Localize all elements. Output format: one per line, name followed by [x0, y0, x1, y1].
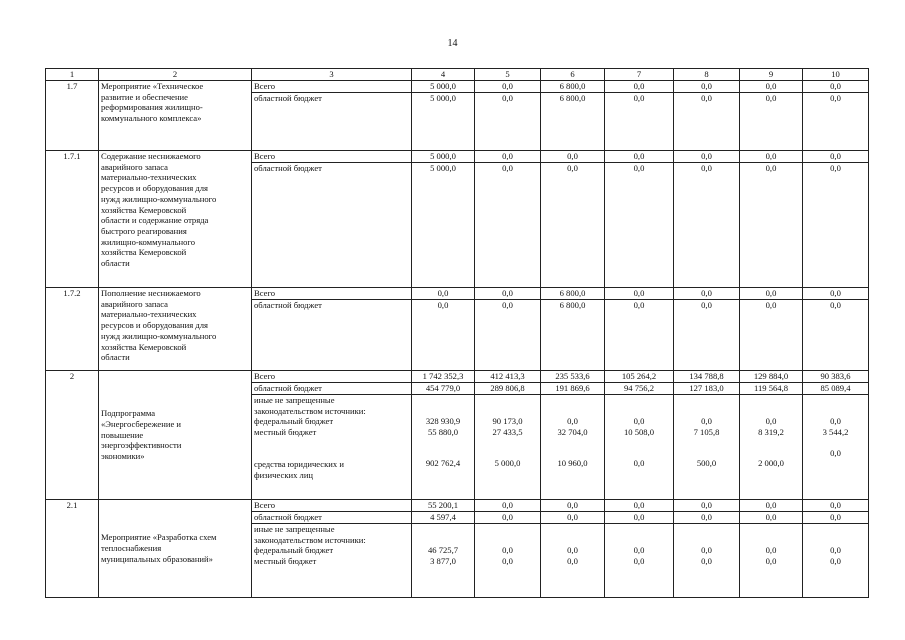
- amount-cell: 0,0: [803, 512, 869, 524]
- column-number: 6: [541, 69, 605, 81]
- amount-cell: 0,0: [803, 163, 869, 288]
- amount-cell: 0,0: [605, 81, 674, 93]
- item-name-line: аварийного запаса: [101, 161, 168, 172]
- amount-cell: 94 756,2: [605, 383, 674, 395]
- amount-cell: 4 597,4: [412, 512, 475, 524]
- federal-amount: 46 725,7: [427, 545, 459, 555]
- item-name-line: области и содержание отряда: [101, 215, 209, 226]
- federal-amount: 0,0: [502, 545, 513, 555]
- table-row: [46, 500, 869, 512]
- page-number: 14: [447, 38, 458, 49]
- item-name-line: хозяйства Кемеровской: [101, 204, 187, 215]
- amount-cell: 90 383,6: [803, 371, 869, 383]
- other-sources-amounts: [541, 524, 605, 598]
- amount-cell: 85 089,4: [803, 383, 869, 395]
- item-name-line: муниципальных образований»: [101, 553, 213, 564]
- column-number: 10: [803, 69, 869, 81]
- column-number: 8: [674, 69, 740, 81]
- amount-cell: 0,0: [740, 163, 803, 288]
- funding-source: Всего: [252, 371, 412, 383]
- amount-cell: 127 183,0: [674, 383, 740, 395]
- amount-cell: 235 533,6: [541, 371, 605, 383]
- federal-amount: 0,0: [765, 416, 777, 426]
- local-amount: 10 508,0: [623, 426, 655, 437]
- amount-cell: 6 800,0: [541, 93, 605, 151]
- amount-cell: 6 800,0: [541, 300, 605, 371]
- amount-cell: 0,0: [740, 500, 803, 512]
- funding-source: Всего: [252, 81, 412, 93]
- amount-cell: 0,0: [475, 163, 541, 288]
- funding-source: областной бюджет: [252, 383, 412, 395]
- amount-cell: 0,0: [740, 151, 803, 163]
- other-sources-amounts: [740, 524, 803, 598]
- amount-cell: 0,0: [674, 512, 740, 524]
- federal-amount: 0,0: [765, 545, 777, 555]
- other-sources-amounts: [605, 395, 674, 500]
- amount-cell: 0,0: [803, 300, 869, 371]
- item-name-line: ресурсов и оборудования для: [101, 183, 208, 194]
- column-number: 7: [605, 69, 674, 81]
- other-sources-cell: [252, 524, 412, 598]
- item-name: [99, 81, 252, 151]
- federal-budget-label: федеральный бюджет: [254, 545, 334, 556]
- amount-cell: 0,0: [740, 288, 803, 300]
- table-row: [46, 151, 869, 163]
- local-amount: 0,0: [633, 555, 645, 566]
- federal-amount: 0,0: [701, 545, 712, 555]
- other-sources-amounts: [605, 524, 674, 598]
- amount-cell: 0,0: [740, 81, 803, 93]
- item-name-line: Мероприятие «Техническое: [101, 81, 204, 91]
- amount-cell: 105 264,2: [605, 371, 674, 383]
- item-name-line: материально-технических: [101, 309, 197, 320]
- amount-cell: 0,0: [674, 81, 740, 93]
- other-sources-heading: законодательством источники:: [254, 405, 366, 416]
- amount-cell: 0,0: [803, 288, 869, 300]
- amount-cell: 55 200,1: [412, 500, 475, 512]
- column-number: 1: [46, 69, 99, 81]
- amount-cell: 0,0: [412, 300, 475, 371]
- amount-cell: 0,0: [803, 151, 869, 163]
- federal-amount: 0,0: [633, 416, 645, 426]
- federal-amount: 0,0: [567, 545, 578, 555]
- legal-entities-amount: 10 960,0: [557, 458, 588, 469]
- local-amount: 3 544,2: [822, 426, 849, 437]
- item-code: 2: [46, 371, 99, 500]
- item-name: [99, 371, 252, 500]
- item-name-line: коммунального комплекса»: [101, 113, 202, 124]
- amount-cell: 0,0: [674, 300, 740, 371]
- federal-amount: 90 173,0: [492, 416, 523, 426]
- column-number: 3: [252, 69, 412, 81]
- item-name-line: области: [101, 352, 130, 363]
- amount-cell: 5 000,0: [412, 93, 475, 151]
- local-amount: 0,0: [502, 555, 513, 566]
- item-name: [99, 151, 252, 288]
- federal-amount: 0,0: [701, 416, 712, 426]
- local-amount: 0,0: [701, 555, 712, 566]
- item-name-line: нужд жилищно-коммунального: [101, 330, 217, 341]
- other-sources-amounts: [803, 395, 869, 500]
- amount-cell: 0,0: [674, 500, 740, 512]
- item-name-line: области: [101, 258, 130, 269]
- column-number-row: [46, 69, 869, 81]
- other-sources-amounts: [412, 395, 475, 500]
- item-name-line: Мероприятие «Разработка схем: [101, 532, 217, 543]
- local-budget-label: местный бюджет: [254, 556, 317, 567]
- federal-budget-label: федеральный бюджет: [254, 416, 334, 427]
- amount-cell: 0,0: [541, 163, 605, 288]
- amount-cell: 0,0: [605, 288, 674, 300]
- amount-cell: 289 806,8: [475, 383, 541, 395]
- amount-cell: 0,0: [541, 500, 605, 512]
- amount-cell: 0,0: [605, 163, 674, 288]
- item-name-line: материально-технических: [101, 172, 197, 183]
- item-name-line: быстрого реагирования: [101, 225, 187, 236]
- item-name-line: ресурсов и оборудования для: [101, 320, 208, 331]
- legal-entities-amount: 0,0: [830, 448, 841, 459]
- funding-source: областной бюджет: [252, 163, 412, 288]
- amount-cell: 0,0: [475, 300, 541, 371]
- amount-cell: 0,0: [605, 500, 674, 512]
- amount-cell: 0,0: [475, 151, 541, 163]
- amount-cell: 0,0: [541, 151, 605, 163]
- item-name-line: Подпрограмма: [101, 408, 156, 419]
- item-name-line: аварийного запаса: [101, 298, 168, 309]
- item-name-line: повышение: [101, 429, 144, 440]
- other-sources-amounts: [674, 395, 740, 500]
- amount-cell: 412 413,3: [475, 371, 541, 383]
- item-name-line: жилищно-коммунального: [101, 236, 196, 247]
- other-sources-heading: законодательством источники:: [254, 534, 366, 545]
- amount-cell: 0,0: [541, 512, 605, 524]
- other-sources-amounts: [803, 524, 869, 598]
- federal-amount: 0,0: [567, 416, 578, 426]
- funding-source: Всего: [252, 500, 412, 512]
- amount-cell: 0,0: [475, 288, 541, 300]
- amount-cell: 0,0: [674, 163, 740, 288]
- budget-table: [45, 68, 869, 598]
- amount-cell: 129 884,0: [740, 371, 803, 383]
- legal-entities-label: физических лиц: [254, 469, 314, 480]
- amount-cell: 5 000,0: [412, 163, 475, 288]
- local-budget-label: местный бюджет: [254, 427, 317, 438]
- amount-cell: 0,0: [674, 151, 740, 163]
- funding-source: областной бюджет: [252, 300, 412, 371]
- legal-entities-amount: 5 000,0: [494, 458, 521, 469]
- other-sources-amounts: [541, 395, 605, 500]
- local-amount: 27 433,5: [492, 426, 523, 437]
- amount-cell: 454 779,0: [412, 383, 475, 395]
- local-amount: 0,0: [567, 555, 578, 566]
- local-amount: 3 877,0: [430, 555, 456, 566]
- item-name-line: хозяйства Кемеровской: [101, 341, 187, 352]
- other-sources-cell: [252, 395, 412, 500]
- amount-cell: 0,0: [803, 500, 869, 512]
- local-amount: 0,0: [830, 555, 841, 566]
- federal-amount: 0,0: [830, 545, 841, 555]
- item-name-line: теплоснабжения: [101, 543, 162, 554]
- funding-source: областной бюджет: [252, 93, 412, 151]
- amount-cell: 6 800,0: [541, 81, 605, 93]
- amount-cell: 0,0: [605, 93, 674, 151]
- other-sources-heading: иные не запрещенные: [254, 524, 335, 534]
- amount-cell: 0,0: [475, 81, 541, 93]
- item-name-line: Содержание неснижаемого: [101, 151, 201, 161]
- local-amount: 8 319,2: [758, 426, 784, 437]
- item-name-line: реформирования жилищно-: [101, 102, 203, 113]
- item-name-line: нужд жилищно-коммунального: [101, 193, 217, 204]
- item-name-line: энергоэффективности: [101, 440, 182, 451]
- federal-amount: 0,0: [633, 545, 645, 555]
- item-name-line: «Энергосбережение и: [101, 418, 182, 429]
- amount-cell: 0,0: [475, 500, 541, 512]
- amount-cell: 0,0: [740, 300, 803, 371]
- item-name: [99, 288, 252, 371]
- other-sources-amounts: [412, 524, 475, 598]
- amount-cell: 0,0: [740, 93, 803, 151]
- local-amount: 32 704,0: [557, 426, 588, 437]
- federal-amount: 0,0: [830, 416, 841, 426]
- table-row: [46, 371, 869, 383]
- amount-cell: 0,0: [475, 93, 541, 151]
- amount-cell: 5 000,0: [412, 81, 475, 93]
- amount-cell: 134 788,8: [674, 371, 740, 383]
- column-number: 5: [475, 69, 541, 81]
- item-name-line: хозяйства Кемеровской: [101, 247, 187, 258]
- amount-cell: 1 742 352,3: [412, 371, 475, 383]
- item-code: 1.7.2: [46, 288, 99, 371]
- amount-cell: 0,0: [803, 81, 869, 93]
- table-row: [46, 81, 869, 93]
- amount-cell: 6 800,0: [541, 288, 605, 300]
- amount-cell: 0,0: [605, 512, 674, 524]
- item-name: [99, 500, 252, 598]
- local-amount: 7 105,8: [693, 426, 720, 437]
- item-name-line: Пополнение неснижаемого: [101, 288, 201, 298]
- other-sources-amounts: [674, 524, 740, 598]
- funding-source: Всего: [252, 288, 412, 300]
- amount-cell: 0,0: [605, 151, 674, 163]
- other-sources-heading: иные не запрещенные: [254, 395, 335, 405]
- column-number: 9: [740, 69, 803, 81]
- local-amount: 0,0: [765, 555, 777, 566]
- amount-cell: 191 869,6: [541, 383, 605, 395]
- funding-source: областной бюджет: [252, 512, 412, 524]
- amount-cell: 0,0: [740, 512, 803, 524]
- amount-cell: 0,0: [674, 288, 740, 300]
- item-code: 2.1: [46, 500, 99, 598]
- item-code: 1.7.1: [46, 151, 99, 288]
- item-name-line: развитие и обеспечение: [101, 91, 188, 102]
- column-number: 4: [412, 69, 475, 81]
- amount-cell: 0,0: [605, 300, 674, 371]
- local-amount: 55 880,0: [427, 426, 459, 437]
- federal-amount: 328 930,9: [425, 416, 461, 426]
- amount-cell: 0,0: [674, 93, 740, 151]
- column-number: 2: [99, 69, 252, 81]
- other-sources-amounts: [740, 395, 803, 500]
- legal-entities-amount: 902 762,4: [425, 458, 461, 469]
- item-name-line: экономики»: [101, 451, 145, 462]
- legal-entities-amount: 0,0: [633, 458, 645, 469]
- legal-entities-amount: 500,0: [696, 458, 717, 469]
- amount-cell: 0,0: [412, 288, 475, 300]
- amount-cell: 0,0: [475, 512, 541, 524]
- other-sources-amounts: [475, 524, 541, 598]
- amount-cell: 0,0: [803, 93, 869, 151]
- amount-cell: 5 000,0: [412, 151, 475, 163]
- item-code: 1.7: [46, 81, 99, 151]
- legal-entities-label: средства юридических и: [254, 458, 344, 469]
- table-row: [46, 288, 869, 300]
- other-sources-amounts: [475, 395, 541, 500]
- funding-source: Всего: [252, 151, 412, 163]
- legal-entities-amount: 2 000,0: [758, 458, 784, 469]
- amount-cell: 119 564,8: [740, 383, 803, 395]
